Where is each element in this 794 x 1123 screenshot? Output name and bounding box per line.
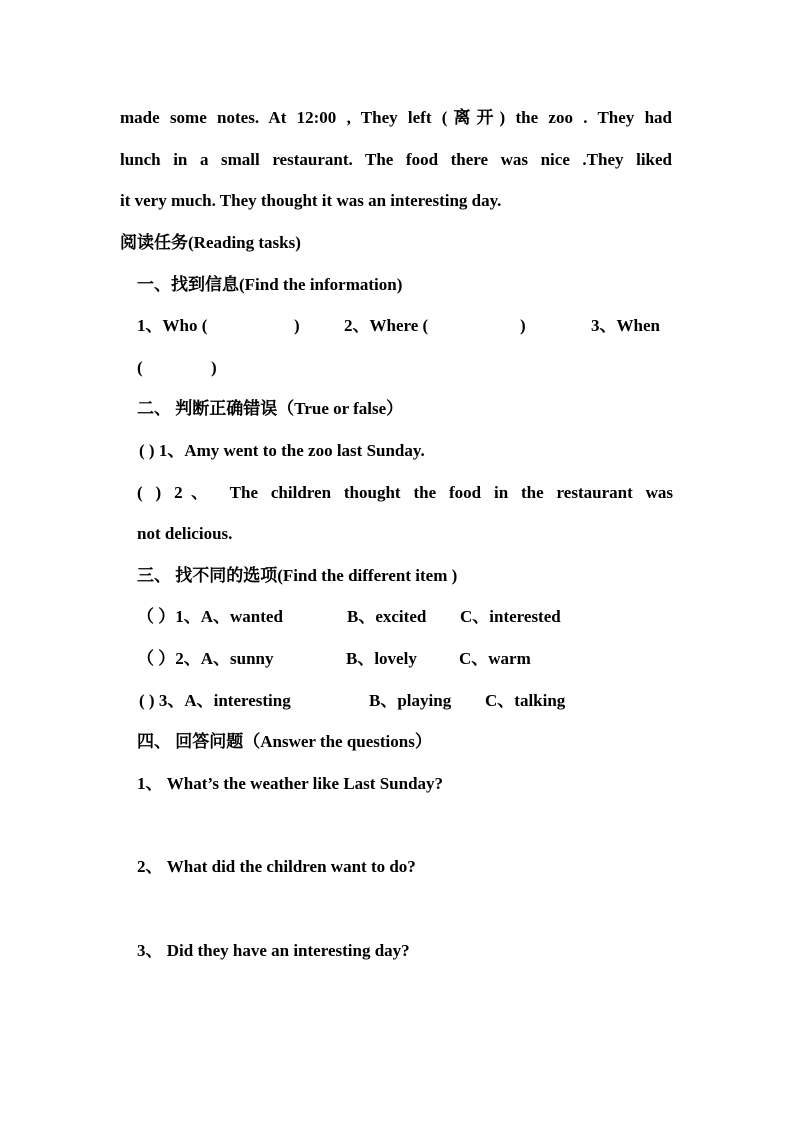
passage-line-1: made some notes. At 12:00 , They left (离开) the zoo . They had	[120, 108, 672, 127]
when-prompt: 3、When	[591, 316, 660, 335]
reading-tasks-title: 阅读任务(Reading tasks)	[120, 233, 301, 252]
choice-row-1-c: C、interested	[460, 607, 561, 626]
choice-row-1-a: （ ）1、A、wanted	[137, 607, 283, 626]
where-prompt: 2、Where (	[344, 316, 429, 335]
section-4-title: 四、 回答问题（Answer the questions）	[137, 732, 432, 751]
choice-row-1-b: B、excited	[347, 607, 427, 626]
choice-row-3-a: ( ) 3、A、interesting	[139, 691, 291, 710]
when-open-paren: (	[137, 358, 143, 377]
choice-row-3-b: B、playing	[369, 691, 452, 710]
answer-question-1: 1、 What’s the weather like Last Sunday?	[137, 774, 444, 793]
section-1-title: 一、找到信息(Find the information)	[137, 275, 403, 294]
choice-row-2-a: （ ）2、A、sunny	[137, 649, 274, 668]
choice-row-2-b: B、lovely	[346, 649, 417, 668]
where-close-paren: )	[520, 316, 526, 335]
passage-line-3: it very much. They thought it was an interesting day.	[120, 191, 502, 210]
section-3-title: 三、 找不同的选项(Find the different item )	[137, 566, 458, 585]
who-close-paren: )	[294, 316, 300, 335]
who-prompt: 1、Who (	[137, 316, 208, 335]
answer-question-3: 3、 Did they have an interesting day?	[137, 941, 410, 960]
true-false-question-2: ( ) 2、 The children thought the food in the restaurant was	[137, 483, 673, 502]
when-close-paren: )	[211, 358, 217, 377]
answer-question-2: 2、 What did the children want to do?	[137, 857, 416, 876]
choice-row-3-c: C、talking	[485, 691, 566, 710]
passage-line-2: lunch in a small restaurant. The food there was nice .They liked	[120, 150, 672, 169]
true-false-question-1: ( ) 1、Amy went to the zoo last Sunday.	[139, 441, 425, 460]
choice-row-2-c: C、warm	[459, 649, 531, 668]
section-2-title: 二、 判断正确错误（True or false）	[137, 399, 404, 418]
true-false-question-2-cont: not delicious.	[137, 524, 233, 543]
